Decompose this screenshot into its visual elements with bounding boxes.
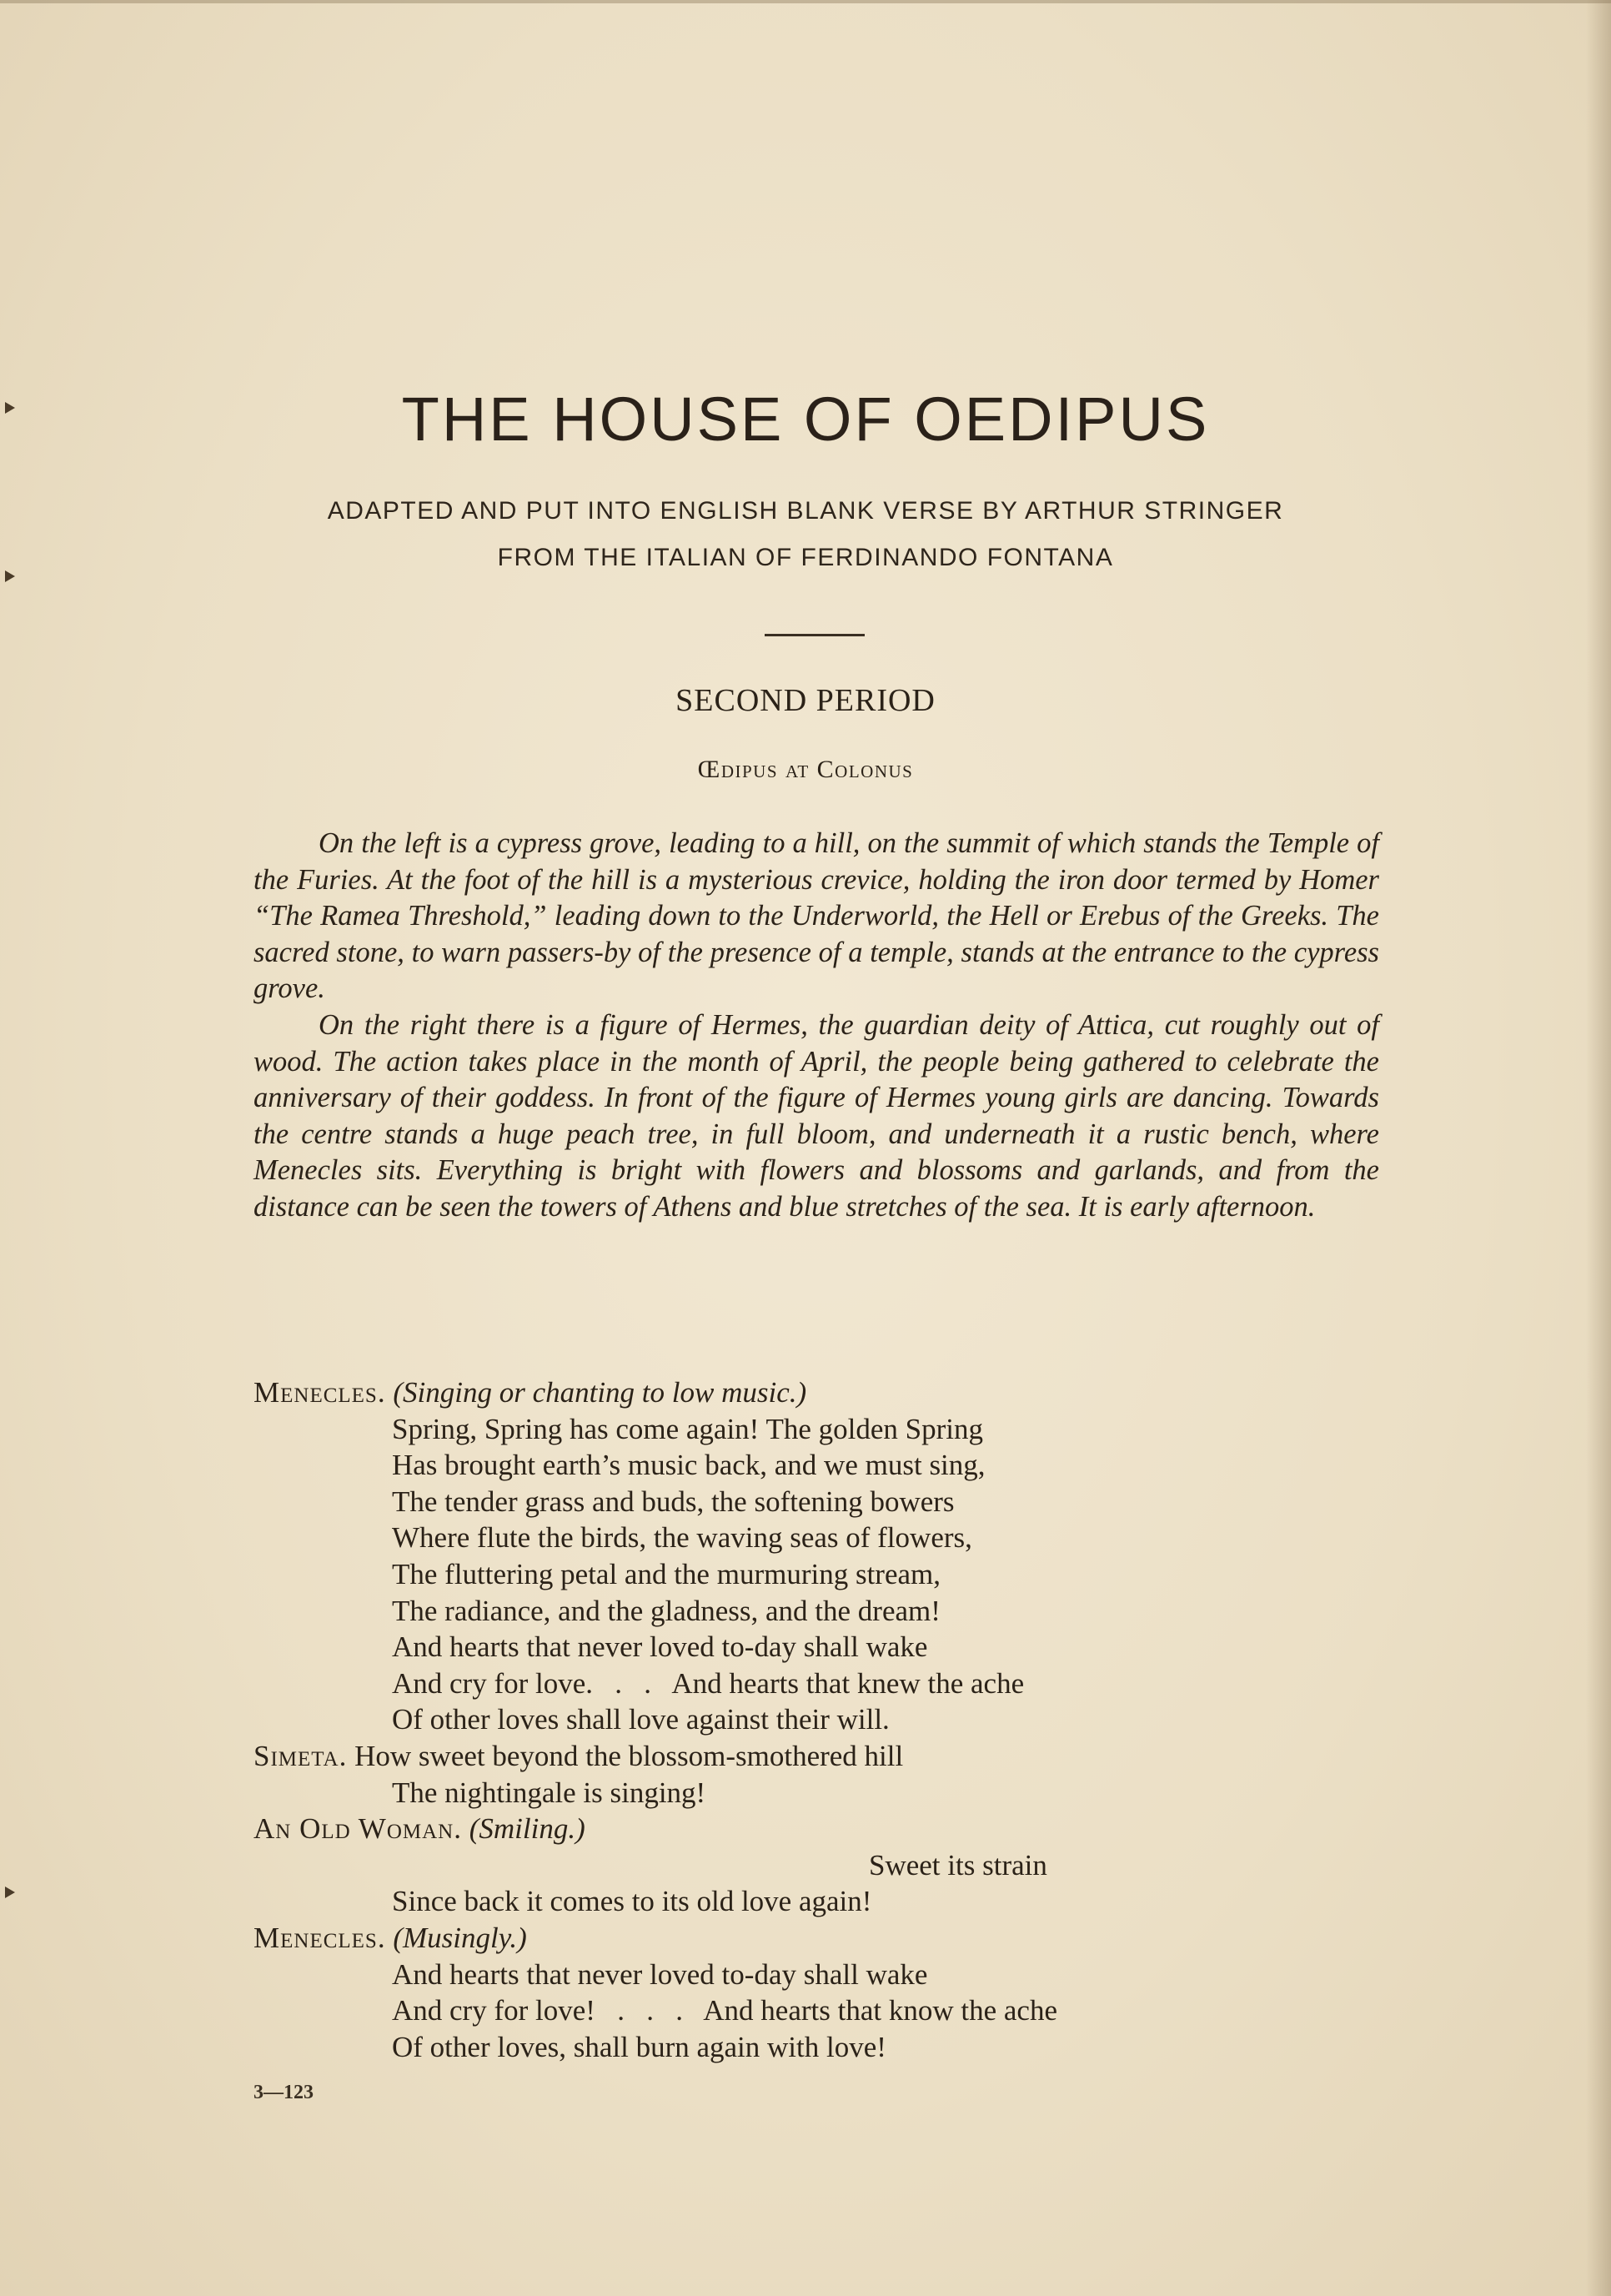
speaker-name: Simeta. bbox=[253, 1739, 348, 1772]
page-top-edge bbox=[0, 0, 1611, 3]
verse-text: How sweet beyond the blossom-smothered hill bbox=[354, 1739, 904, 1772]
speech-line bbox=[253, 1738, 1379, 1775]
scene-heading: Œdipus at Colonus bbox=[697, 756, 914, 783]
stage-direction: (Musingly.) bbox=[393, 1921, 527, 1954]
speech-heading bbox=[253, 1374, 1379, 1411]
verse-line: Of other loves, shall burn again with love! bbox=[392, 2030, 886, 2063]
title-divider bbox=[765, 634, 865, 636]
verse-line: The nightingale is singing! bbox=[392, 1776, 706, 1809]
verse-line: Spring, Spring has come again! The golden Spring bbox=[392, 1412, 983, 1445]
speech-heading bbox=[253, 1920, 1379, 1957]
verse-line: The tender grass and buds, the softening bowers bbox=[392, 1485, 955, 1518]
verse-line: Since back it comes to its old love again! bbox=[392, 1885, 872, 1918]
subtitle-from-italian: FROM THE ITALIAN OF FERDINANDO FONTANA bbox=[497, 544, 1114, 571]
speaker-name: An Old Woman. bbox=[253, 1812, 462, 1846]
stage-direction: (Singing or chanting to low music.) bbox=[393, 1376, 807, 1409]
verse-line: Where flute the birds, the waving seas of flowers, bbox=[392, 1521, 972, 1555]
speaker-name: Menecles. bbox=[253, 1376, 386, 1409]
verse-line: Of other loves shall love against their will. bbox=[392, 1703, 890, 1736]
verse-line: Has brought earth’s music back, and we must sing, bbox=[392, 1449, 986, 1482]
speech-heading bbox=[253, 1811, 1379, 1847]
page-right-edge-shadow bbox=[1586, 0, 1611, 2296]
period-heading: SECOND PERIOD bbox=[675, 683, 936, 718]
stage-direction: (Smiling.) bbox=[469, 1812, 585, 1846]
verse-line: And cry for love. . . And hearts that knew the ache bbox=[392, 1666, 1025, 1700]
margin-mark bbox=[5, 570, 15, 582]
verse-line: The radiance, and the gladness, and the dream! bbox=[392, 1594, 941, 1627]
speaker-name: Menecles. bbox=[253, 1921, 386, 1954]
stage-paragraph: On the left is a cypress grove, leading to a hill, on the summit of which stands the Temple of the Furies. At the foot of the hill is a mysterious crevice, holding the iron door termed by Homer “The Ramea Threshold,” leading down to the Underworld, the Hell or Erebus of the Greeks. The sacred stone, to warn passers-by of the presence of a temple, stands at the entrance to the cypress grove. bbox=[253, 827, 1379, 1005]
dialogue bbox=[253, 1374, 1379, 2065]
stage-directions bbox=[253, 826, 1379, 1226]
subtitle-adapted-by: ADAPTED AND PUT INTO ENGLISH BLANK VERSE BY ARTHUR STRINGER bbox=[327, 497, 1284, 525]
margin-mark bbox=[5, 1887, 15, 1898]
verse-line: The fluttering petal and the murmuring stream, bbox=[392, 1557, 941, 1590]
verse-line: And hearts that never loved to-day shall wake bbox=[392, 1957, 928, 1991]
verse-line: And cry for love! . . . And hearts that know the ache bbox=[392, 1994, 1057, 2027]
stage-paragraph: On the right there is a figure of Hermes, the guardian deity of Attica, cut roughly out of wood. The action takes place in the month of April, the people being gathered to celebrate the anniversary of their goddess. In front of the figure of Hermes young girls are dancing. Towards the centre stands a huge peach tree, in full bloom, and underneath it a rustic bench, where Menecles sits. Everything is bright with flowers and blossoms and garlands, and from the distance can be seen the towers of Athens and blue stretches of the sea. It is early afternoon. bbox=[253, 1008, 1379, 1223]
verse-line: Sweet its strain bbox=[869, 1848, 1047, 1882]
verse-line: And hearts that never loved to-day shall wake bbox=[392, 1630, 928, 1664]
signature-mark: 3—123 bbox=[253, 2082, 314, 2103]
page-title: THE HOUSE OF OEDIPUS bbox=[401, 384, 1210, 454]
